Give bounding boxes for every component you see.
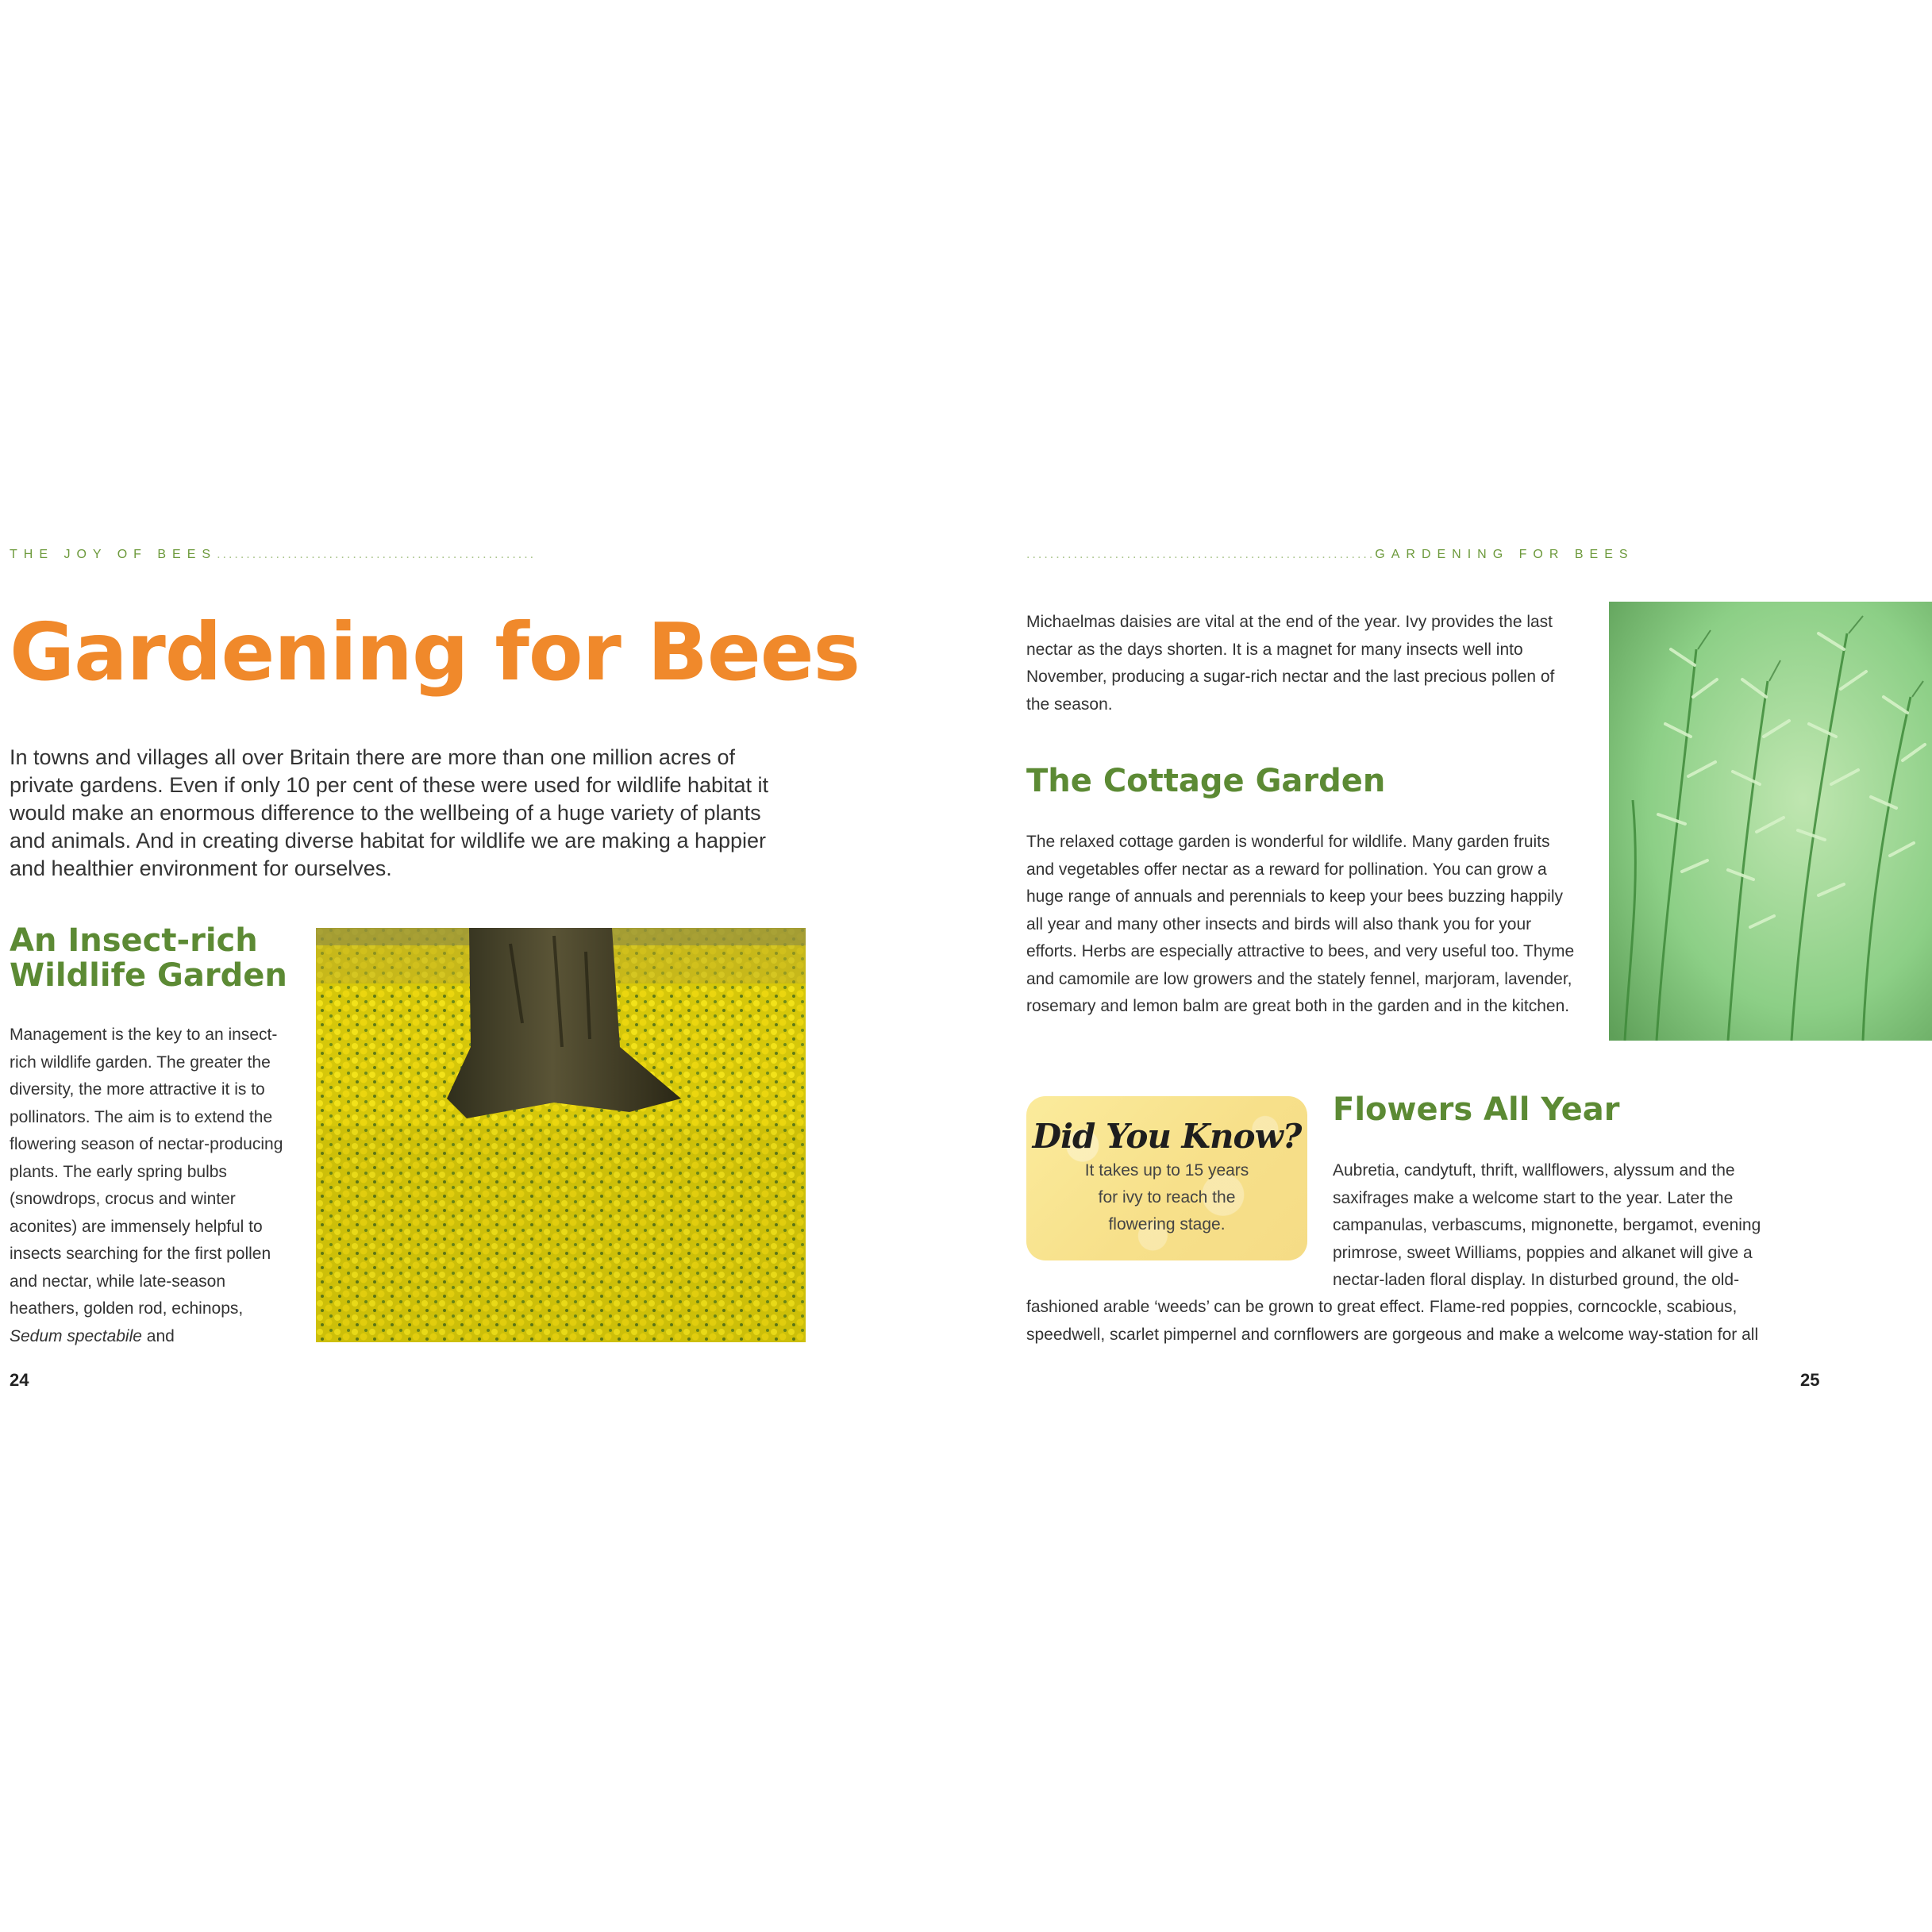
- running-head-left: [10, 548, 536, 562]
- body-text: and: [141, 1326, 175, 1345]
- did-you-know-text: [1026, 1157, 1307, 1238]
- did-you-know-line: It takes up to 15 years: [1084, 1161, 1249, 1180]
- section-heading-cottage: The Cottage Garden: [1026, 763, 1386, 799]
- cottage-paragraph: The relaxed cottage garden is wonderful for wildlife. Many garden fruits and vegetables offer nectar as a reward for pollination. You can grow a huge range of annuals and perennials to keep your bees buzzing happily all year and many other insects and birds will also thank you for your efforts. Herbs are especially attractive to bees, and very useful too. Thyme and camomile are low growers and the stately fennel, marjoram, lavender, rosemary and lemon balm are great both in the garden and in the kitchen.: [1026, 833, 1575, 1015]
- did-you-know-line: for ivy to reach the: [1098, 1188, 1236, 1207]
- running-head-text: THE JOY OF BEES: [10, 548, 217, 561]
- flowers-paragraph: Aubretia, candytuft, thrift, wallflowers, alyssum and the saxifrages make a welcome start to the year. Later the campanulas, verbascums, mignonette, bergamot, evening primrose, sweet Williams, poppies and alkanet will give a nectar-laden floral display. In disturbed ground, the old-: [1333, 1161, 1761, 1289]
- running-head-text: GARDENING FOR BEES: [1375, 548, 1634, 561]
- body-line: speedwell, scarlet pimpernel and cornflowers are gorgeous and make a welcome way-station for all: [1026, 1325, 1759, 1344]
- section-heading-insect-rich: [10, 923, 295, 993]
- did-you-know-box: [1026, 1096, 1307, 1260]
- tree-aconites-photo: [316, 928, 806, 1342]
- section-heading-line: An Insect-rich: [10, 922, 258, 959]
- insect-garden-body: [10, 1022, 287, 1350]
- page-title: Gardening for Bees: [10, 606, 860, 699]
- michaelmas-paragraph: Michaelmas daisies are vital at the end of the year. Ivy provides the last nectar as the days shorten. It is a magnet for many insects well into November, producing a sugar-rich nectar and the last precious pollen of the season.: [1026, 613, 1555, 714]
- page-number-right: 25: [1800, 1370, 1820, 1390]
- section-heading-line: Wildlife Garden: [10, 957, 287, 994]
- section-heading-flowers: Flowers All Year: [1333, 1091, 1620, 1128]
- rosemary-photo: [1609, 602, 1932, 1041]
- rosemary-image: [1609, 602, 1932, 1041]
- tree-aconites-image: [316, 928, 806, 1342]
- running-head-right: [1026, 548, 1634, 562]
- body-line: fashioned arable ‘weeds’ can be grown to great effect. Flame-red poppies, corncockle, scabious,: [1026, 1298, 1738, 1316]
- running-head-dots: ...........................................................: [1026, 548, 1376, 561]
- intro-paragraph: In towns and villages all over Britain there are more than one million acres of private gardens. Even if only 10 per cent of these were used for wildlife habitat it would make an enormous difference to the wellbeing of a huge variety of plants and animals. And in creating diverse habitat for wildlife we are making a happier and healthier environment for ourselves.: [10, 745, 769, 880]
- flowers-paragraph-continued: [1026, 1294, 1915, 1349]
- page-number-left: 24: [10, 1370, 29, 1390]
- did-you-know-title: Did You Know?: [1032, 1117, 1302, 1156]
- body-text: Management is the key to an insect-rich wildlife garden. The greater the diversity, the more attractive it is to pollinators. The aim is to extend the flowering season of nectar-producing plants. The early spring bulbs (snowdrops, crocus and winter aconites) are immensely helpful to insects searching for the first pollen and nectar, while late-season heathers, golden rod, echinops,: [10, 1026, 283, 1318]
- running-head-dots: ......................................................: [217, 548, 537, 561]
- body-italic: Sedum spectabile: [10, 1326, 142, 1345]
- did-you-know-line: flowering stage.: [1108, 1215, 1226, 1233]
